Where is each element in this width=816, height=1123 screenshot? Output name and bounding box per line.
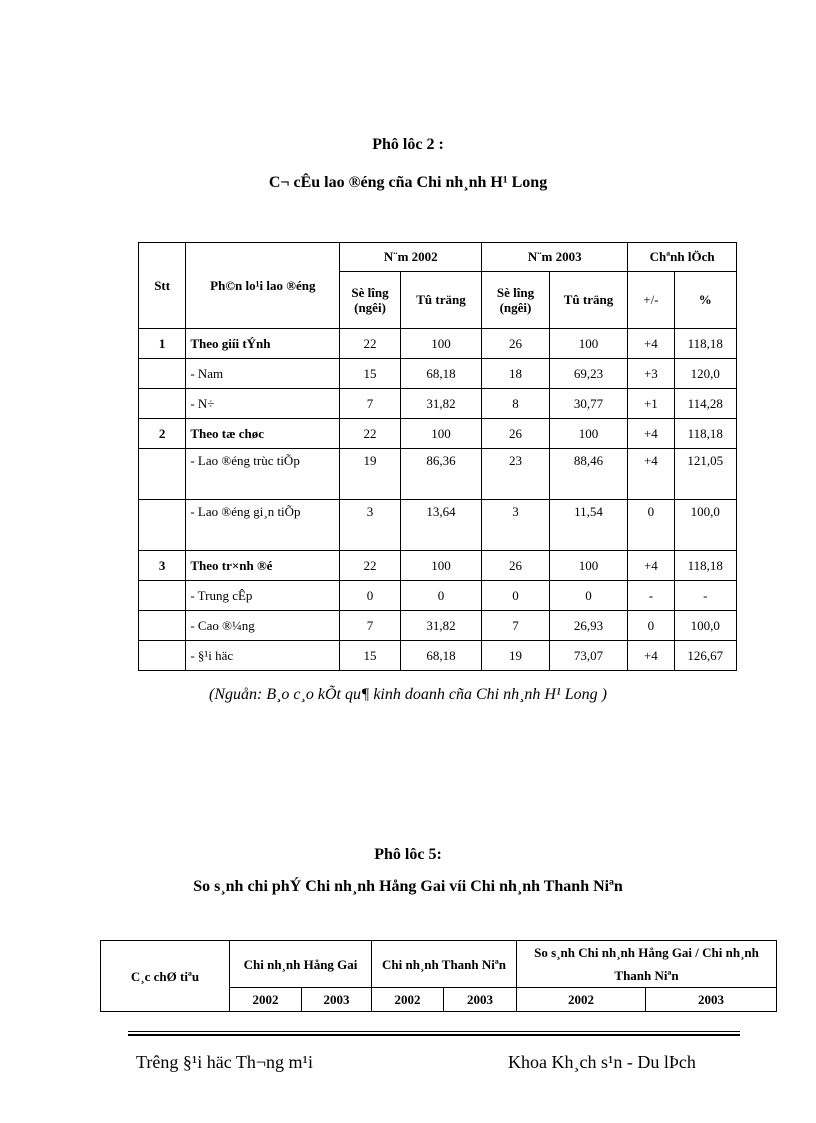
row-diff: +4 (628, 641, 674, 671)
row-ratio-2002: 68,18 (400, 359, 482, 389)
row-count-2003: 7 (482, 611, 549, 641)
table-row (139, 389, 737, 419)
row-ratio-2002: 31,82 (400, 389, 482, 419)
row-count-2002: 7 (340, 611, 400, 641)
table-row (139, 641, 737, 671)
cost-comparison-table (100, 940, 777, 1012)
row-count-2002: 19 (340, 449, 400, 500)
row-count-2003: 26 (482, 329, 549, 359)
row-diff: +4 (628, 419, 674, 449)
row-percent: 120,0 (674, 359, 736, 389)
row-count-2002: 22 (340, 551, 400, 581)
row-diff: 0 (628, 611, 674, 641)
row-ratio-2002: 0 (400, 581, 482, 611)
row-count-2003: 19 (482, 641, 549, 671)
header-stt: Stt (139, 243, 186, 329)
row-ratio-2003: 69,23 (549, 359, 628, 389)
appendix-2-title: C¬ cÊu lao ®éng cña Chi nh¸nh H¹ Long (268, 174, 548, 191)
row-ratio-2003: 30,77 (549, 389, 628, 419)
row-ratio-2002: 86,36 (400, 449, 482, 500)
row-stt: 1 (139, 329, 186, 359)
table-row (139, 500, 737, 551)
header-indicator: C¸c chØ tiªu (101, 941, 230, 1012)
row-diff: +4 (628, 449, 674, 500)
row-diff: +4 (628, 551, 674, 581)
row-stt (139, 449, 186, 500)
header-branch-thanh-nien: Chi nh¸nh Thanh Niªn (372, 941, 517, 988)
row-stt (139, 581, 186, 611)
header-year-2002: N¨m 2002 (340, 243, 482, 272)
header-year-2002-b: 2002 (372, 988, 444, 1012)
footer-divider-thick (128, 1034, 740, 1036)
header-plus-minus: +/- (628, 272, 674, 329)
header-year-2002-c: 2002 (517, 988, 646, 1012)
row-percent: 118,18 (674, 419, 736, 449)
row-diff: +4 (628, 329, 674, 359)
header-year-2003-b: 2003 (444, 988, 517, 1012)
appendix-5-title: So s¸nh chi phÝ Chi nh¸nh Hång Gai víi Chi nh¸nh Thanh Niªn (193, 878, 623, 895)
row-label: - Cao ®¼ng (186, 611, 340, 641)
header-year-2003-a: 2003 (302, 988, 372, 1012)
row-count-2003: 26 (482, 419, 549, 449)
row-stt (139, 389, 186, 419)
row-diff: 0 (628, 500, 674, 551)
header-year-2003-c: 2003 (646, 988, 777, 1012)
row-percent: 118,18 (674, 551, 736, 581)
row-ratio-2003: 88,46 (549, 449, 628, 500)
row-ratio-2002: 13,64 (400, 500, 482, 551)
row-diff: +3 (628, 359, 674, 389)
row-percent: 118,18 (674, 329, 736, 359)
row-label: Theo giíi tÝnh (186, 329, 340, 359)
row-ratio-2003: 11,54 (549, 500, 628, 551)
table-row (139, 449, 737, 500)
row-stt: 3 (139, 551, 186, 581)
source-note: (Nguån: B¸o c¸o kÕt qu¶ kinh doanh cña Chi nh¸nh H¹ Long ) (209, 686, 607, 703)
footer-faculty: Khoa Kh¸ch s¹n - Du lÞch (508, 1052, 696, 1072)
table-row (139, 359, 737, 389)
footer-university: Trêng §¹i häc Th¬ng m¹i (136, 1052, 313, 1072)
row-stt: 2 (139, 419, 186, 449)
header-percent: % (674, 272, 736, 329)
row-stt (139, 641, 186, 671)
row-count-2003: 0 (482, 581, 549, 611)
row-label: - Lao ®éng gi¸n tiÕp (186, 500, 340, 551)
row-count-2003: 26 (482, 551, 549, 581)
row-count-2002: 7 (340, 389, 400, 419)
table-row (139, 581, 737, 611)
row-ratio-2003: 26,93 (549, 611, 628, 641)
row-count-2003: 8 (482, 389, 549, 419)
row-percent: 121,05 (674, 449, 736, 500)
row-count-2002: 15 (340, 359, 400, 389)
row-count-2003: 18 (482, 359, 549, 389)
row-count-2002: 15 (340, 641, 400, 671)
row-diff: +1 (628, 389, 674, 419)
header-count-2003: Sè lîng (ngêi) (482, 272, 549, 329)
row-stt (139, 611, 186, 641)
row-label: - §¹i häc (186, 641, 340, 671)
header-ratio-2003: Tû träng (549, 272, 628, 329)
table-row (139, 329, 737, 359)
header-year-2003: N¨m 2003 (482, 243, 628, 272)
row-percent: 114,28 (674, 389, 736, 419)
footer-divider-thin (128, 1031, 740, 1032)
header-comparison: So s¸nh Chi nh¸nh Hång Gai / Chi nh¸nh Thanh Niªn (517, 941, 777, 988)
row-ratio-2003: 0 (549, 581, 628, 611)
table-row (139, 611, 737, 641)
header-branch-hong-gai: Chi nh¸nh Hång Gai (230, 941, 372, 988)
header-difference: Chªnh lÖch (628, 243, 737, 272)
labor-structure-table (138, 242, 737, 671)
appendix-5-heading: Phô lôc 5: (374, 846, 442, 863)
row-count-2002: 0 (340, 581, 400, 611)
row-ratio-2003: 100 (549, 419, 628, 449)
row-percent: 100,0 (674, 500, 736, 551)
row-label: - Nam (186, 359, 340, 389)
table-row (139, 419, 737, 449)
row-percent: - (674, 581, 736, 611)
row-diff: - (628, 581, 674, 611)
row-count-2002: 22 (340, 329, 400, 359)
row-ratio-2003: 73,07 (549, 641, 628, 671)
row-ratio-2002: 100 (400, 551, 482, 581)
row-ratio-2002: 31,82 (400, 611, 482, 641)
header-ratio-2002: Tû träng (400, 272, 482, 329)
row-ratio-2002: 100 (400, 419, 482, 449)
header-category: Ph©n lo¹i lao ®éng (186, 243, 340, 329)
row-label: - N÷ (186, 389, 340, 419)
row-label: Theo tr×nh ®é (186, 551, 340, 581)
row-count-2003: 3 (482, 500, 549, 551)
row-ratio-2003: 100 (549, 551, 628, 581)
header-count-2002: Sè lîng (ngêi) (340, 272, 400, 329)
header-year-2002-a: 2002 (230, 988, 302, 1012)
row-ratio-2003: 100 (549, 329, 628, 359)
row-stt (139, 500, 186, 551)
row-percent: 126,67 (674, 641, 736, 671)
row-count-2002: 3 (340, 500, 400, 551)
row-stt (139, 359, 186, 389)
row-label: Theo tæ chøc (186, 419, 340, 449)
table-row (139, 551, 737, 581)
appendix-2-heading: Phô lôc 2 : (372, 136, 444, 153)
row-count-2002: 22 (340, 419, 400, 449)
row-label: - Lao ®éng trùc tiÕp (186, 449, 340, 500)
row-ratio-2002: 100 (400, 329, 482, 359)
row-ratio-2002: 68,18 (400, 641, 482, 671)
row-percent: 100,0 (674, 611, 736, 641)
row-count-2003: 23 (482, 449, 549, 500)
row-label: - Trung cÊp (186, 581, 340, 611)
